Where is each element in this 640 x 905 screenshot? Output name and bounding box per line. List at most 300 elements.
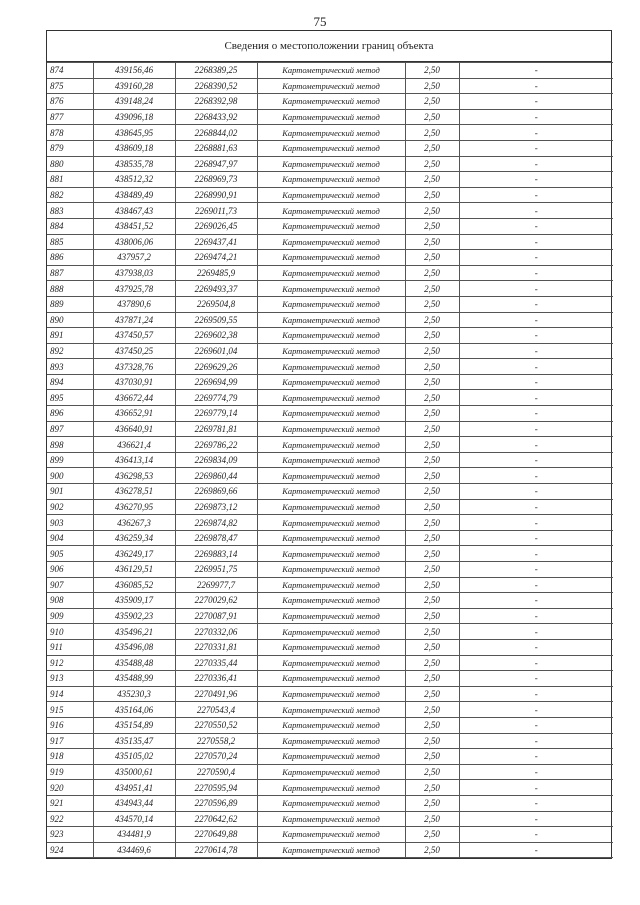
y-coordinate-cell: 2269786,22 <box>175 437 257 453</box>
accuracy-cell: 2,50 <box>405 203 459 219</box>
method-cell: Картометрический метод <box>257 733 405 749</box>
description-cell: - <box>459 125 613 141</box>
description-cell: - <box>459 63 613 79</box>
method-cell: Картометрический метод <box>257 624 405 640</box>
description-cell: - <box>459 624 613 640</box>
method-cell: Картометрический метод <box>257 140 405 156</box>
accuracy-cell: 2,50 <box>405 717 459 733</box>
method-cell: Картометрический метод <box>257 234 405 250</box>
description-cell: - <box>459 250 613 266</box>
accuracy-cell: 2,50 <box>405 187 459 203</box>
table-row <box>47 156 613 172</box>
point-number-cell: 916 <box>47 717 93 733</box>
point-number-cell: 888 <box>47 281 93 297</box>
y-coordinate-cell: 2270332,06 <box>175 624 257 640</box>
accuracy-cell: 2,50 <box>405 733 459 749</box>
method-cell: Картометрический метод <box>257 468 405 484</box>
coordinates-table <box>47 62 613 858</box>
description-cell: - <box>459 780 613 796</box>
y-coordinate-cell: 2269874,82 <box>175 515 257 531</box>
x-coordinate-cell: 436278,51 <box>93 484 175 500</box>
y-coordinate-cell: 2270642,62 <box>175 811 257 827</box>
accuracy-cell: 2,50 <box>405 234 459 250</box>
accuracy-cell: 2,50 <box>405 811 459 827</box>
accuracy-cell: 2,50 <box>405 125 459 141</box>
y-coordinate-cell: 2270029,62 <box>175 593 257 609</box>
point-number-cell: 876 <box>47 94 93 110</box>
table-row <box>47 281 613 297</box>
method-cell: Картометрический метод <box>257 312 405 328</box>
y-coordinate-cell: 2270335,44 <box>175 655 257 671</box>
accuracy-cell: 2,50 <box>405 406 459 422</box>
point-number-cell: 911 <box>47 639 93 655</box>
method-cell: Картометрический метод <box>257 795 405 811</box>
point-number-cell: 901 <box>47 484 93 500</box>
method-cell: Картометрический метод <box>257 343 405 359</box>
point-number-cell: 882 <box>47 187 93 203</box>
y-coordinate-cell: 2269779,14 <box>175 406 257 422</box>
accuracy-cell: 2,50 <box>405 795 459 811</box>
point-number-cell: 924 <box>47 842 93 858</box>
x-coordinate-cell: 438467,43 <box>93 203 175 219</box>
y-coordinate-cell: 2270614,78 <box>175 842 257 858</box>
table-row <box>47 639 613 655</box>
y-coordinate-cell: 2268990,91 <box>175 187 257 203</box>
table-row <box>47 406 613 422</box>
accuracy-cell: 2,50 <box>405 764 459 780</box>
y-coordinate-cell: 2269834,09 <box>175 452 257 468</box>
description-cell: - <box>459 546 613 562</box>
description-cell: - <box>459 827 613 843</box>
x-coordinate-cell: 436249,17 <box>93 546 175 562</box>
method-cell: Картометрический метод <box>257 780 405 796</box>
x-coordinate-cell: 435909,17 <box>93 593 175 609</box>
x-coordinate-cell: 438535,78 <box>93 156 175 172</box>
table-row <box>47 63 613 79</box>
description-cell: - <box>459 468 613 484</box>
method-cell: Картометрический метод <box>257 94 405 110</box>
y-coordinate-cell: 2269504,8 <box>175 296 257 312</box>
description-cell: - <box>459 406 613 422</box>
accuracy-cell: 2,50 <box>405 281 459 297</box>
x-coordinate-cell: 439096,18 <box>93 109 175 125</box>
description-cell: - <box>459 733 613 749</box>
x-coordinate-cell: 435496,08 <box>93 639 175 655</box>
method-cell: Картометрический метод <box>257 125 405 141</box>
table-row <box>47 203 613 219</box>
table-row <box>47 686 613 702</box>
description-cell: - <box>459 717 613 733</box>
table-row <box>47 187 613 203</box>
table-row <box>47 250 613 266</box>
description-cell: - <box>459 811 613 827</box>
table-row <box>47 717 613 733</box>
y-coordinate-cell: 2269873,12 <box>175 499 257 515</box>
accuracy-cell: 2,50 <box>405 250 459 266</box>
description-cell: - <box>459 203 613 219</box>
description-cell: - <box>459 296 613 312</box>
x-coordinate-cell: 435164,06 <box>93 702 175 718</box>
y-coordinate-cell: 2269860,44 <box>175 468 257 484</box>
table-row <box>47 94 613 110</box>
description-cell: - <box>459 234 613 250</box>
y-coordinate-cell: 2268844,02 <box>175 125 257 141</box>
table-row <box>47 437 613 453</box>
method-cell: Картометрический метод <box>257 250 405 266</box>
y-coordinate-cell: 2268947,97 <box>175 156 257 172</box>
point-number-cell: 889 <box>47 296 93 312</box>
x-coordinate-cell: 436298,53 <box>93 468 175 484</box>
y-coordinate-cell: 2268881,63 <box>175 140 257 156</box>
table-row <box>47 780 613 796</box>
table-row <box>47 484 613 500</box>
accuracy-cell: 2,50 <box>405 359 459 375</box>
y-coordinate-cell: 2269011,73 <box>175 203 257 219</box>
accuracy-cell: 2,50 <box>405 827 459 843</box>
y-coordinate-cell: 2269883,14 <box>175 546 257 562</box>
description-cell: - <box>459 562 613 578</box>
method-cell: Картометрический метод <box>257 156 405 172</box>
point-number-cell: 909 <box>47 608 93 624</box>
point-number-cell: 922 <box>47 811 93 827</box>
x-coordinate-cell: 436672,44 <box>93 390 175 406</box>
table-row <box>47 530 613 546</box>
accuracy-cell: 2,50 <box>405 593 459 609</box>
table-row <box>47 811 613 827</box>
description-cell: - <box>459 109 613 125</box>
point-number-cell: 885 <box>47 234 93 250</box>
point-number-cell: 884 <box>47 218 93 234</box>
method-cell: Картометрический метод <box>257 546 405 562</box>
point-number-cell: 895 <box>47 390 93 406</box>
method-cell: Картометрический метод <box>257 406 405 422</box>
point-number-cell: 921 <box>47 795 93 811</box>
point-number-cell: 891 <box>47 328 93 344</box>
point-number-cell: 874 <box>47 63 93 79</box>
description-cell: - <box>459 312 613 328</box>
table-row <box>47 390 613 406</box>
method-cell: Картометрический метод <box>257 78 405 94</box>
x-coordinate-cell: 436085,52 <box>93 577 175 593</box>
table-row <box>47 593 613 609</box>
accuracy-cell: 2,50 <box>405 702 459 718</box>
description-cell: - <box>459 515 613 531</box>
description-cell: - <box>459 172 613 188</box>
point-number-cell: 915 <box>47 702 93 718</box>
table-row <box>47 764 613 780</box>
description-cell: - <box>459 639 613 655</box>
x-coordinate-cell: 439160,28 <box>93 78 175 94</box>
point-number-cell: 879 <box>47 140 93 156</box>
description-cell: - <box>459 795 613 811</box>
point-number-cell: 920 <box>47 780 93 796</box>
y-coordinate-cell: 2270491,96 <box>175 686 257 702</box>
accuracy-cell: 2,50 <box>405 78 459 94</box>
accuracy-cell: 2,50 <box>405 624 459 640</box>
table-row <box>47 172 613 188</box>
x-coordinate-cell: 437328,76 <box>93 359 175 375</box>
point-number-cell: 907 <box>47 577 93 593</box>
accuracy-cell: 2,50 <box>405 562 459 578</box>
description-cell: - <box>459 842 613 858</box>
x-coordinate-cell: 434481,9 <box>93 827 175 843</box>
x-coordinate-cell: 438006,06 <box>93 234 175 250</box>
description-cell: - <box>459 577 613 593</box>
method-cell: Картометрический метод <box>257 374 405 390</box>
point-number-cell: 890 <box>47 312 93 328</box>
table-row <box>47 842 613 858</box>
x-coordinate-cell: 435135,47 <box>93 733 175 749</box>
method-cell: Картометрический метод <box>257 187 405 203</box>
method-cell: Картометрический метод <box>257 452 405 468</box>
description-cell: - <box>459 140 613 156</box>
method-cell: Картометрический метод <box>257 608 405 624</box>
y-coordinate-cell: 2269781,81 <box>175 421 257 437</box>
y-coordinate-cell: 2270558,2 <box>175 733 257 749</box>
point-number-cell: 875 <box>47 78 93 94</box>
description-cell: - <box>459 437 613 453</box>
x-coordinate-cell: 438489,49 <box>93 187 175 203</box>
point-number-cell: 906 <box>47 562 93 578</box>
description-cell: - <box>459 265 613 281</box>
accuracy-cell: 2,50 <box>405 218 459 234</box>
accuracy-cell: 2,50 <box>405 468 459 484</box>
accuracy-cell: 2,50 <box>405 608 459 624</box>
x-coordinate-cell: 437938,03 <box>93 265 175 281</box>
table-row <box>47 234 613 250</box>
description-cell: - <box>459 702 613 718</box>
table-row <box>47 359 613 375</box>
method-cell: Картометрический метод <box>257 577 405 593</box>
accuracy-cell: 2,50 <box>405 639 459 655</box>
table-row <box>47 562 613 578</box>
description-cell: - <box>459 655 613 671</box>
method-cell: Картометрический метод <box>257 671 405 687</box>
point-number-cell: 899 <box>47 452 93 468</box>
x-coordinate-cell: 435488,99 <box>93 671 175 687</box>
description-cell: - <box>459 608 613 624</box>
x-coordinate-cell: 436259,34 <box>93 530 175 546</box>
accuracy-cell: 2,50 <box>405 530 459 546</box>
description-cell: - <box>459 94 613 110</box>
boundary-table-frame <box>46 30 612 859</box>
table-row <box>47 343 613 359</box>
table-row <box>47 702 613 718</box>
point-number-cell: 914 <box>47 686 93 702</box>
x-coordinate-cell: 436413,14 <box>93 452 175 468</box>
method-cell: Картометрический метод <box>257 764 405 780</box>
method-cell: Картометрический метод <box>257 109 405 125</box>
y-coordinate-cell: 2270649,88 <box>175 827 257 843</box>
accuracy-cell: 2,50 <box>405 452 459 468</box>
x-coordinate-cell: 436621,4 <box>93 437 175 453</box>
x-coordinate-cell: 438609,18 <box>93 140 175 156</box>
method-cell: Картометрический метод <box>257 296 405 312</box>
y-coordinate-cell: 2269509,55 <box>175 312 257 328</box>
x-coordinate-cell: 436267,3 <box>93 515 175 531</box>
x-coordinate-cell: 438645,95 <box>93 125 175 141</box>
method-cell: Картометрический метод <box>257 63 405 79</box>
table-row <box>47 218 613 234</box>
accuracy-cell: 2,50 <box>405 749 459 765</box>
point-number-cell: 896 <box>47 406 93 422</box>
method-cell: Картометрический метод <box>257 702 405 718</box>
table-row <box>47 795 613 811</box>
y-coordinate-cell: 2269951,75 <box>175 562 257 578</box>
y-coordinate-cell: 2270590,4 <box>175 764 257 780</box>
description-cell: - <box>459 749 613 765</box>
table-row <box>47 608 613 624</box>
description-cell: - <box>459 359 613 375</box>
accuracy-cell: 2,50 <box>405 343 459 359</box>
method-cell: Картометрический метод <box>257 562 405 578</box>
description-cell: - <box>459 374 613 390</box>
x-coordinate-cell: 436640,91 <box>93 421 175 437</box>
point-number-cell: 923 <box>47 827 93 843</box>
table-row <box>47 109 613 125</box>
method-cell: Картометрический метод <box>257 421 405 437</box>
y-coordinate-cell: 2270336,41 <box>175 671 257 687</box>
description-cell: - <box>459 281 613 297</box>
table-row <box>47 452 613 468</box>
point-number-cell: 883 <box>47 203 93 219</box>
x-coordinate-cell: 436270,95 <box>93 499 175 515</box>
accuracy-cell: 2,50 <box>405 109 459 125</box>
x-coordinate-cell: 434951,41 <box>93 780 175 796</box>
point-number-cell: 912 <box>47 655 93 671</box>
point-number-cell: 900 <box>47 468 93 484</box>
point-number-cell: 908 <box>47 593 93 609</box>
coordinates-table-body <box>47 63 613 858</box>
point-number-cell: 913 <box>47 671 93 687</box>
accuracy-cell: 2,50 <box>405 265 459 281</box>
x-coordinate-cell: 436129,51 <box>93 562 175 578</box>
accuracy-cell: 2,50 <box>405 842 459 858</box>
x-coordinate-cell: 435496,21 <box>93 624 175 640</box>
description-cell: - <box>459 499 613 515</box>
x-coordinate-cell: 437450,57 <box>93 328 175 344</box>
y-coordinate-cell: 2268389,25 <box>175 63 257 79</box>
point-number-cell: 918 <box>47 749 93 765</box>
point-number-cell: 919 <box>47 764 93 780</box>
method-cell: Картометрический метод <box>257 328 405 344</box>
description-cell: - <box>459 484 613 500</box>
description-cell: - <box>459 452 613 468</box>
accuracy-cell: 2,50 <box>405 172 459 188</box>
description-cell: - <box>459 593 613 609</box>
method-cell: Картометрический метод <box>257 484 405 500</box>
table-row <box>47 671 613 687</box>
y-coordinate-cell: 2269437,41 <box>175 234 257 250</box>
method-cell: Картометрический метод <box>257 359 405 375</box>
x-coordinate-cell: 437450,25 <box>93 343 175 359</box>
table-row <box>47 655 613 671</box>
table-row <box>47 312 613 328</box>
accuracy-cell: 2,50 <box>405 655 459 671</box>
y-coordinate-cell: 2269878,47 <box>175 530 257 546</box>
section-title: Сведения о местоположении границ объекта <box>47 31 611 62</box>
description-cell: - <box>459 218 613 234</box>
description-cell: - <box>459 78 613 94</box>
y-coordinate-cell: 2269026,45 <box>175 218 257 234</box>
description-cell: - <box>459 764 613 780</box>
table-row <box>47 140 613 156</box>
method-cell: Картометрический метод <box>257 717 405 733</box>
table-row <box>47 78 613 94</box>
table-row <box>47 577 613 593</box>
y-coordinate-cell: 2269774,79 <box>175 390 257 406</box>
accuracy-cell: 2,50 <box>405 296 459 312</box>
description-cell: - <box>459 187 613 203</box>
method-cell: Картометрический метод <box>257 265 405 281</box>
x-coordinate-cell: 435105,02 <box>93 749 175 765</box>
x-coordinate-cell: 438451,52 <box>93 218 175 234</box>
table-row <box>47 374 613 390</box>
accuracy-cell: 2,50 <box>405 577 459 593</box>
method-cell: Картометрический метод <box>257 515 405 531</box>
y-coordinate-cell: 2270543,4 <box>175 702 257 718</box>
y-coordinate-cell: 2269869,66 <box>175 484 257 500</box>
y-coordinate-cell: 2269493,37 <box>175 281 257 297</box>
table-row <box>47 733 613 749</box>
method-cell: Картометрический метод <box>257 827 405 843</box>
method-cell: Картометрический метод <box>257 218 405 234</box>
x-coordinate-cell: 437871,24 <box>93 312 175 328</box>
x-coordinate-cell: 439148,24 <box>93 94 175 110</box>
point-number-cell: 917 <box>47 733 93 749</box>
y-coordinate-cell: 2268433,92 <box>175 109 257 125</box>
accuracy-cell: 2,50 <box>405 374 459 390</box>
accuracy-cell: 2,50 <box>405 780 459 796</box>
x-coordinate-cell: 435000,61 <box>93 764 175 780</box>
table-row <box>47 624 613 640</box>
accuracy-cell: 2,50 <box>405 390 459 406</box>
point-number-cell: 886 <box>47 250 93 266</box>
table-row <box>47 468 613 484</box>
description-cell: - <box>459 686 613 702</box>
method-cell: Картометрический метод <box>257 842 405 858</box>
x-coordinate-cell: 434570,14 <box>93 811 175 827</box>
x-coordinate-cell: 437957,2 <box>93 250 175 266</box>
point-number-cell: 903 <box>47 515 93 531</box>
x-coordinate-cell: 435154,89 <box>93 717 175 733</box>
method-cell: Картометрический метод <box>257 639 405 655</box>
table-row <box>47 827 613 843</box>
table-row <box>47 749 613 765</box>
x-coordinate-cell: 435230,3 <box>93 686 175 702</box>
y-coordinate-cell: 2270570,24 <box>175 749 257 765</box>
x-coordinate-cell: 439156,46 <box>93 63 175 79</box>
method-cell: Картометрический метод <box>257 655 405 671</box>
y-coordinate-cell: 2268390,52 <box>175 78 257 94</box>
accuracy-cell: 2,50 <box>405 328 459 344</box>
accuracy-cell: 2,50 <box>405 63 459 79</box>
x-coordinate-cell: 437030,91 <box>93 374 175 390</box>
method-cell: Картометрический метод <box>257 530 405 546</box>
table-row <box>47 499 613 515</box>
accuracy-cell: 2,50 <box>405 421 459 437</box>
x-coordinate-cell: 437890,6 <box>93 296 175 312</box>
point-number-cell: 910 <box>47 624 93 640</box>
y-coordinate-cell: 2270550,52 <box>175 717 257 733</box>
y-coordinate-cell: 2268969,73 <box>175 172 257 188</box>
point-number-cell: 892 <box>47 343 93 359</box>
x-coordinate-cell: 436652,91 <box>93 406 175 422</box>
method-cell: Картометрический метод <box>257 811 405 827</box>
description-cell: - <box>459 671 613 687</box>
point-number-cell: 902 <box>47 499 93 515</box>
point-number-cell: 898 <box>47 437 93 453</box>
